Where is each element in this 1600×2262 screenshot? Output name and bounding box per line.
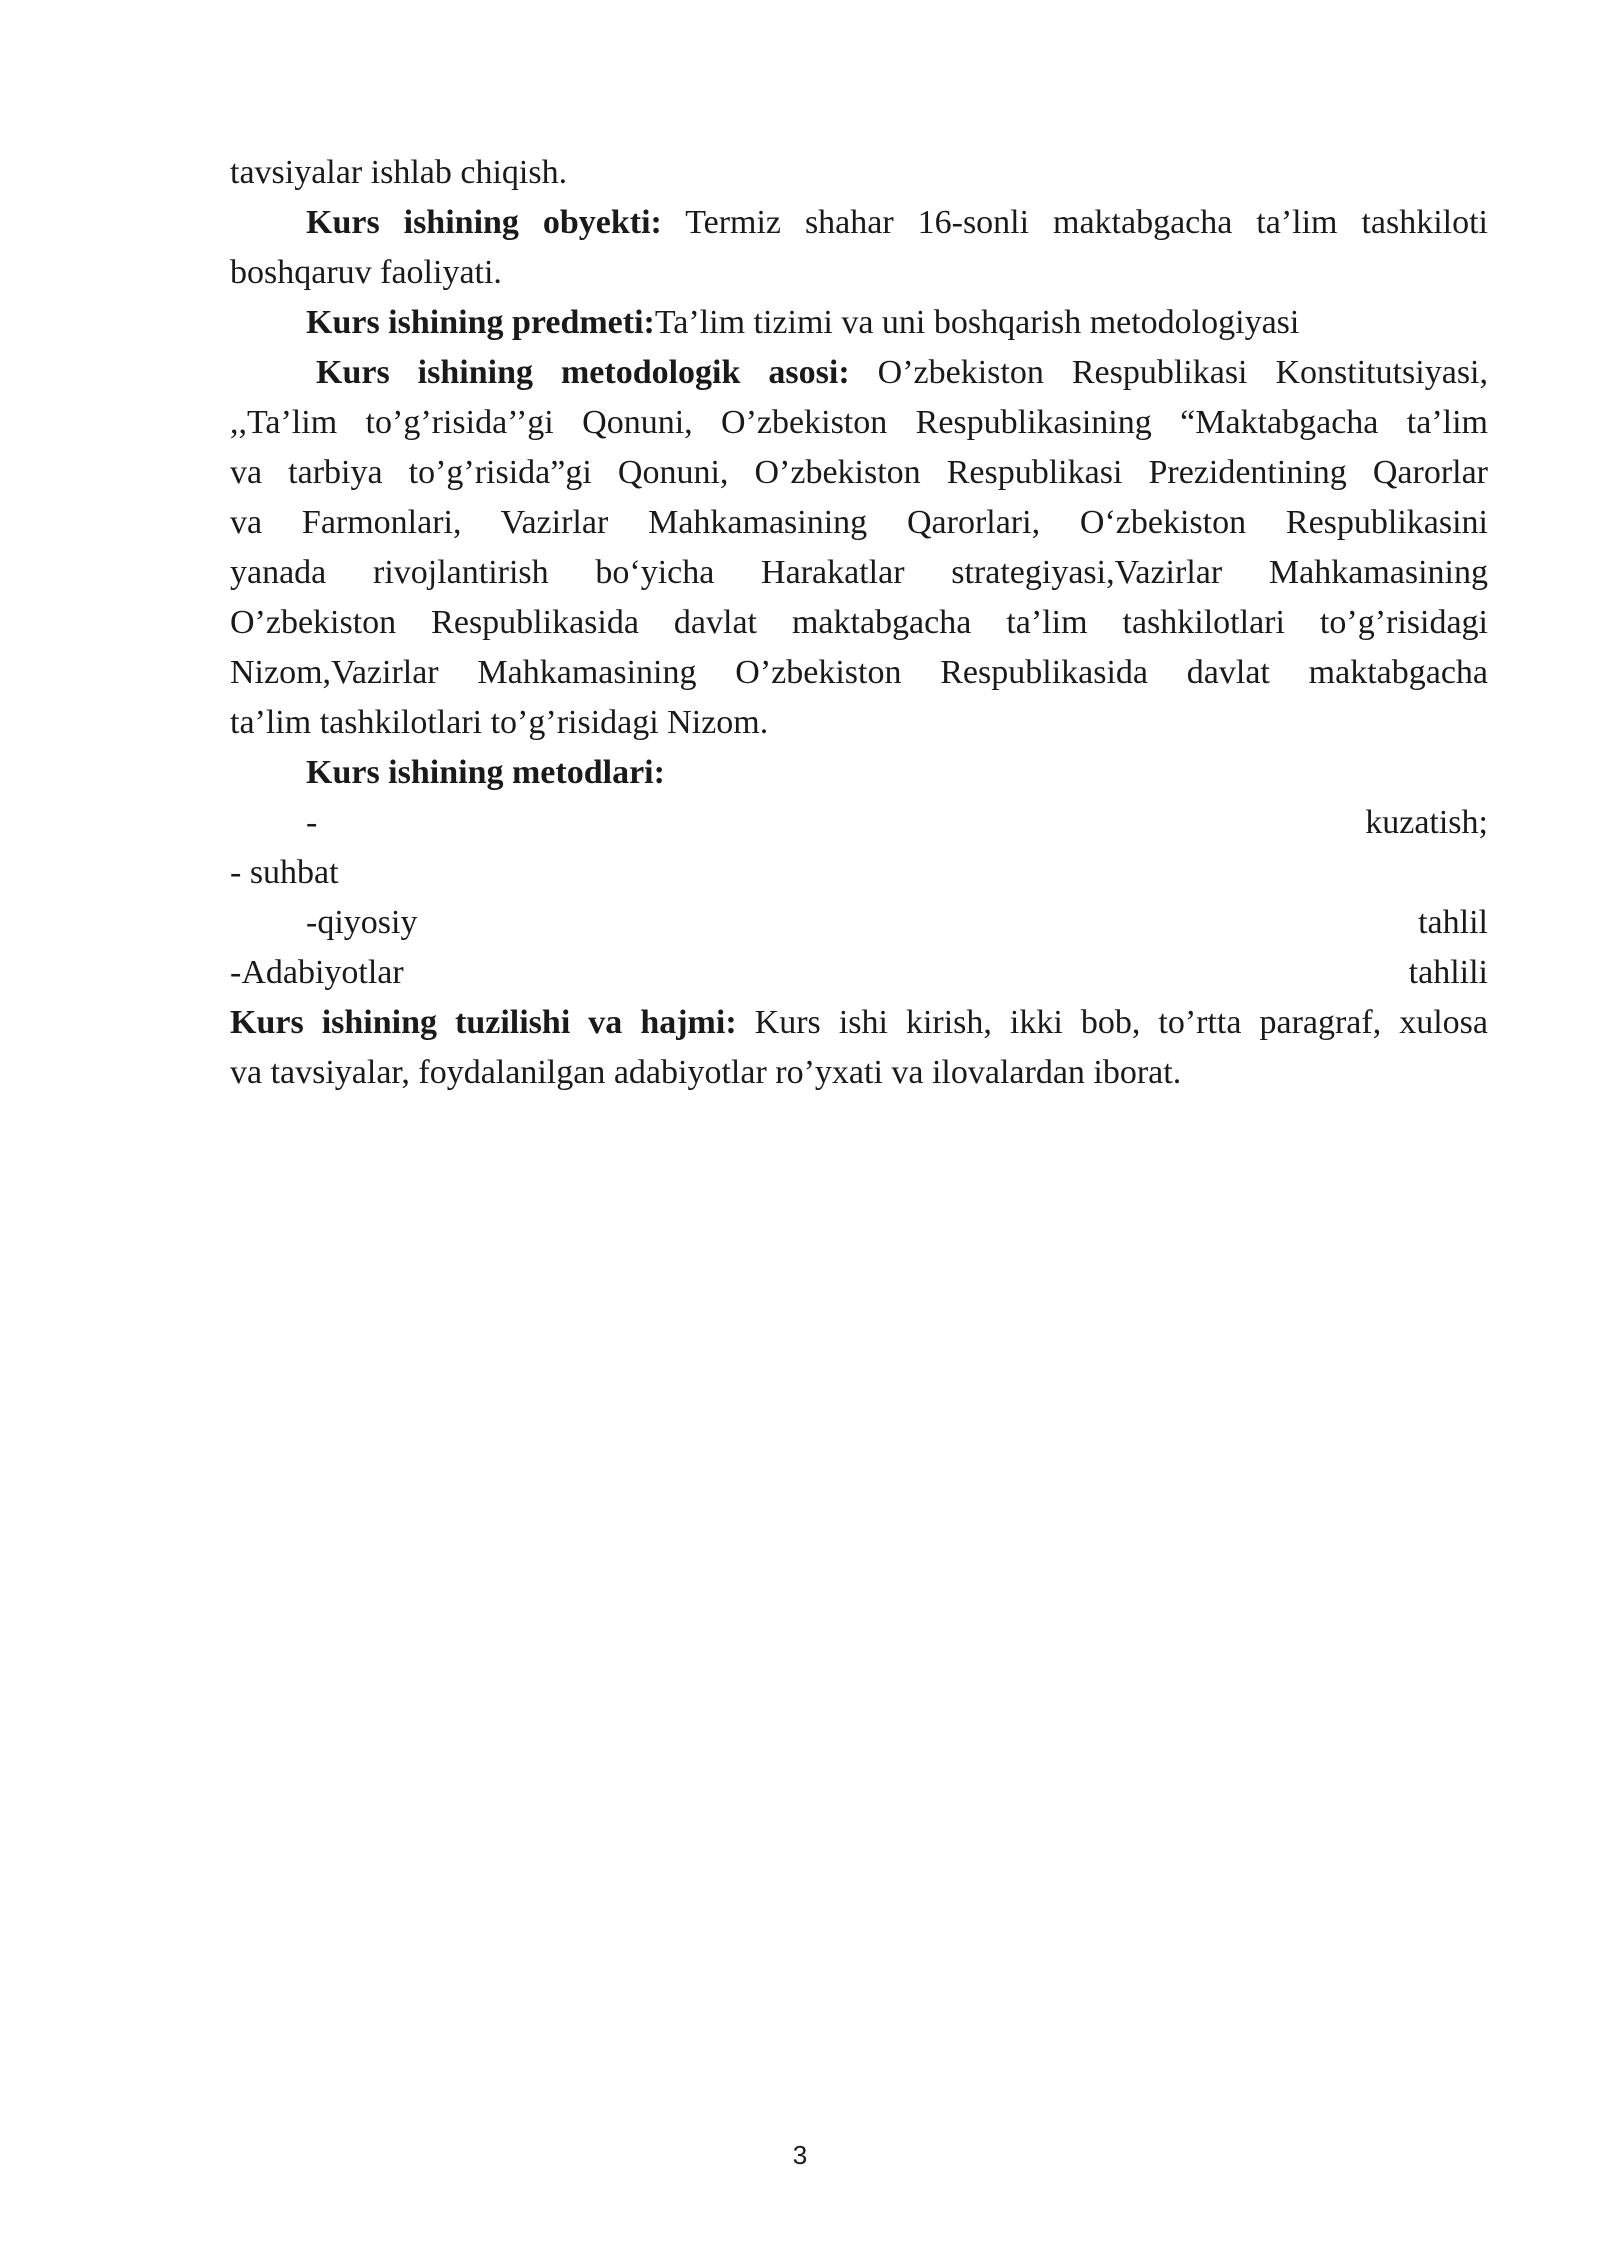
tuzilishi-text: Kurs ishi kirish, ikki bob, to’rtta paragraf, xulosa (736, 1004, 1489, 1041)
asosi-text: O’zbekiston Respublikasi Konstitutsiyasi, (849, 354, 1489, 391)
predmeti-text: Ta’lim tizimi va uni boshqarish metodologiyasi (654, 304, 1300, 341)
predmeti-paragraph (230, 298, 1488, 348)
obyekti-paragraph (230, 198, 1488, 248)
method-item-suhbat: - suhbat (230, 854, 339, 891)
tuzilishi-paragraph (230, 998, 1488, 1048)
text-line: ,,Ta’lim to’g’risida’’gi Qonuni, O’zbekiston Respublikasining “Maktabgacha ta’lim (230, 404, 1488, 441)
asosi-paragraph (230, 348, 1488, 398)
text-line: yanada rivojlantirish bo‘yicha Harakatlar strategiyasi,Vazirlar Mahkamasining (230, 554, 1488, 591)
asosi-label: Kurs ishining metodologik asosi: (316, 354, 850, 391)
text-line: Nizom,Vazirlar Mahkamasining O’zbekiston Respublikasida davlat maktabgacha (230, 654, 1488, 691)
text-line: O’zbekiston Respublikasida davlat maktabgacha ta’lim tashkilotlari to’g’risidagi (230, 604, 1488, 641)
text-line: va tarbiya to’g’risida”gi Qonuni, O’zbekiston Respublikasi Prezidentining Qarorlar (230, 454, 1488, 491)
method-item-qiyosiy: -qiyosiy tahlil (306, 904, 1488, 941)
text-line: va tavsiyalar, foydalanilgan adabiyotlar ro’yxati va ilovalardan iborat. (230, 1054, 1182, 1091)
page-number: 3 (792, 2140, 808, 2170)
method-item-kuzatish: - kuzatish; (306, 804, 1488, 841)
text-line: tavsiyalar ishlab chiqish. (230, 154, 568, 191)
obyekti-text: Termiz shahar 16-sonli maktabgacha ta’lim tashkiloti (661, 204, 1488, 241)
obyekti-label: Kurs ishining obyekti: (306, 204, 662, 241)
text-line: boshqaruv faoliyati. (230, 254, 502, 291)
text-line: va Farmonlari, Vazirlar Mahkamasining Qarorlari, O‘zbekiston Respublikasini (230, 504, 1488, 541)
predmeti-label: Kurs ishining predmeti: (306, 304, 655, 341)
document-page (230, 148, 1488, 1098)
method-item-adabiyotlar: -Adabiyotlar tahlili (230, 954, 1488, 991)
metodlari-heading: Kurs ishining metodlari: (306, 754, 665, 791)
tuzilishi-label: Kurs ishining tuzilishi va hajmi: (230, 1004, 737, 1041)
text-line: ta’lim tashkilotlari to’g’risidagi Nizom. (230, 704, 769, 741)
